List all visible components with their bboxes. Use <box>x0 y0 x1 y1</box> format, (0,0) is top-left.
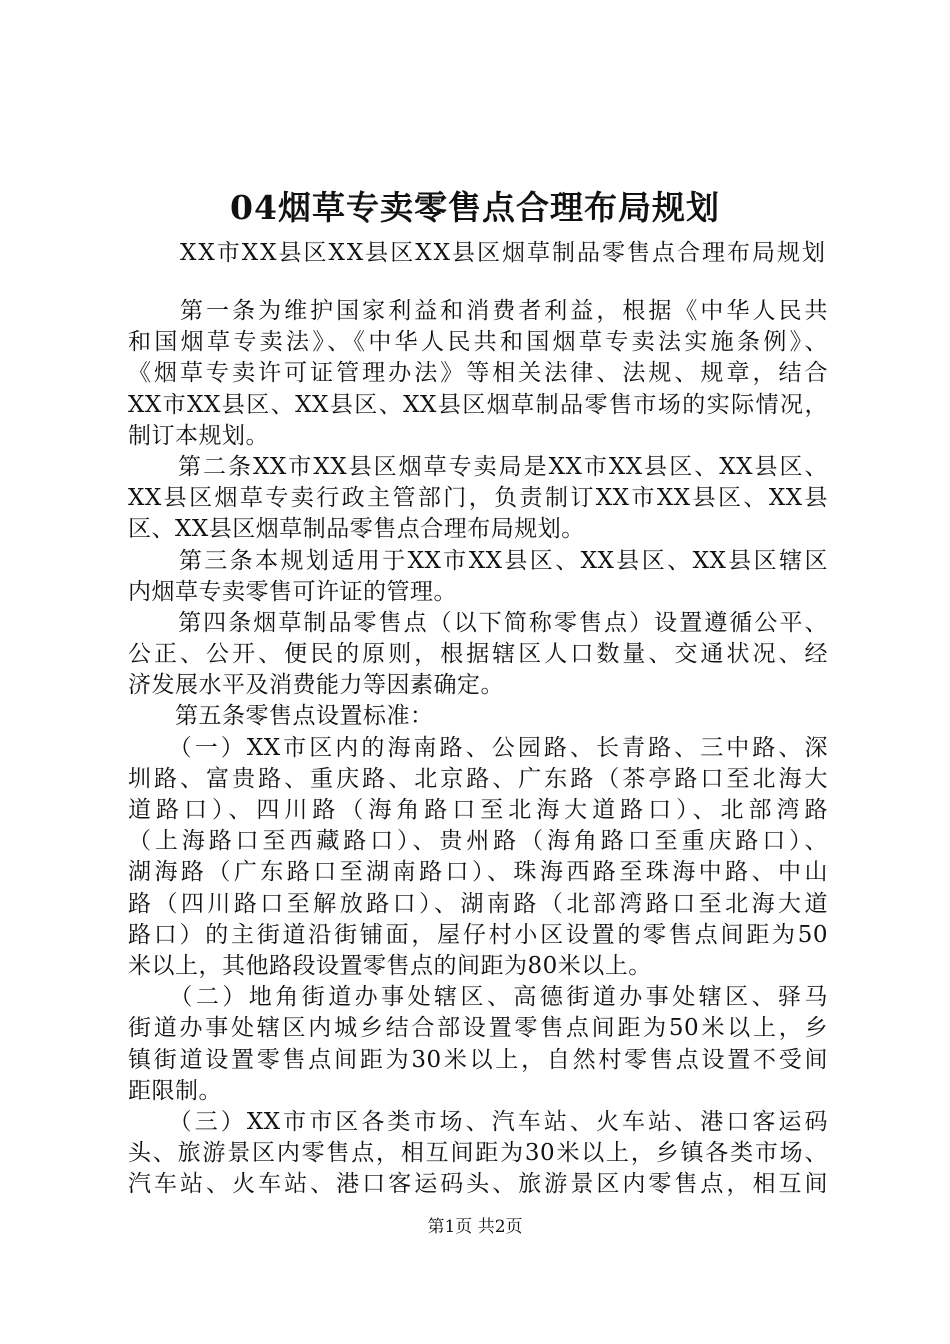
document-subtitle: XX市XX县区XX县区XX县区烟草制品零售点合理布局规划 <box>180 240 827 266</box>
text-line: （一）XX市区内的海南路、公园路、长青路、三中路、深 <box>128 734 828 761</box>
text-line: 和国烟草专卖法》、《中华人民共和国烟草专卖法实施条例》、 <box>128 329 828 356</box>
text-line: 《烟草专卖许可证管理办法》等相关法律、法规、规章，结合 <box>128 360 828 387</box>
text-line: XX市XX县区、XX县区、XX县区烟草制品零售市场的实际情况， <box>128 391 828 418</box>
text-line: （三）XX市市区各类市场、汽车站、火车站、港口客运码 <box>128 1108 828 1135</box>
text-line: 米以上，其他路段设置零售点的间距为80米以上。 <box>128 952 652 979</box>
text-line: 第三条本规划适用于XX市XX县区、XX县区、XX县区辖区 <box>128 547 828 574</box>
text-line: 湖海路（广东路口至湖南路口）、珠海西路至珠海中路、中山 <box>128 859 828 886</box>
text-line: XX县区烟草专卖行政主管部门，负责制订XX市XX县区、XX县 <box>128 485 828 512</box>
text-line: 内烟草专卖零售可许证的管理。 <box>128 578 457 605</box>
text-line: 路口）的主街道沿街铺面，屋仔村小区设置的零售点间距为50 <box>128 921 828 948</box>
text-line: 第一条为维护国家利益和消费者利益，根据《中华人民共 <box>128 298 828 324</box>
text-line: 圳路、富贵路、重庆路、北京路、广东路（茶亭路口至北海大 <box>128 765 828 792</box>
text-line: 第四条烟草制品零售点（以下简称零售点）设置遵循公平、 <box>128 609 828 636</box>
text-line: 第五条零售点设置标准： <box>128 703 434 730</box>
text-line: 头、旅游景区内零售点，相互间距为30米以上，乡镇各类市场、 <box>128 1140 828 1167</box>
text-line: 区、XX县区烟草制品零售点合理布局规划。 <box>128 516 585 543</box>
text-line: 距限制。 <box>128 1077 222 1104</box>
page-footer: 第1页 共2页 <box>427 1217 523 1237</box>
text-line: 汽车站、火车站、港口客运码头、旅游景区内零售点，相互间 <box>128 1171 828 1198</box>
text-line: 街道办事处辖区内城乡结合部设置零售点间距为50米以上，乡 <box>128 1015 828 1042</box>
text-line: 制订本规划。 <box>128 422 269 449</box>
text-line: 路（四川路口至解放路口）、湖南路（北部湾路口至北海大道 <box>128 890 828 917</box>
document-body <box>128 296 828 1200</box>
text-line: 镇街道设置零售点间距为30米以上，自然村零售点设置不受间 <box>128 1046 828 1073</box>
text-line: 公正、公开、便民的原则，根据辖区人口数量、交通状况、经 <box>128 641 828 668</box>
text-line: （上海路口至西藏路口）、贵州路（海角路口至重庆路口）、 <box>128 828 828 855</box>
document-title: 04烟草专卖零售点合理布局规划 <box>230 188 720 227</box>
text-line: 道路口）、四川路（海角路口至北海大道路口）、北部湾路 <box>128 797 828 823</box>
text-line: （二）地角街道办事处辖区、高德街道办事处辖区、驿马 <box>128 984 828 1011</box>
text-line: 济发展水平及消费能力等因素确定。 <box>128 672 504 699</box>
text-line: 第二条XX市XX县区烟草专卖局是XX市XX县区、XX县区、 <box>128 453 828 480</box>
